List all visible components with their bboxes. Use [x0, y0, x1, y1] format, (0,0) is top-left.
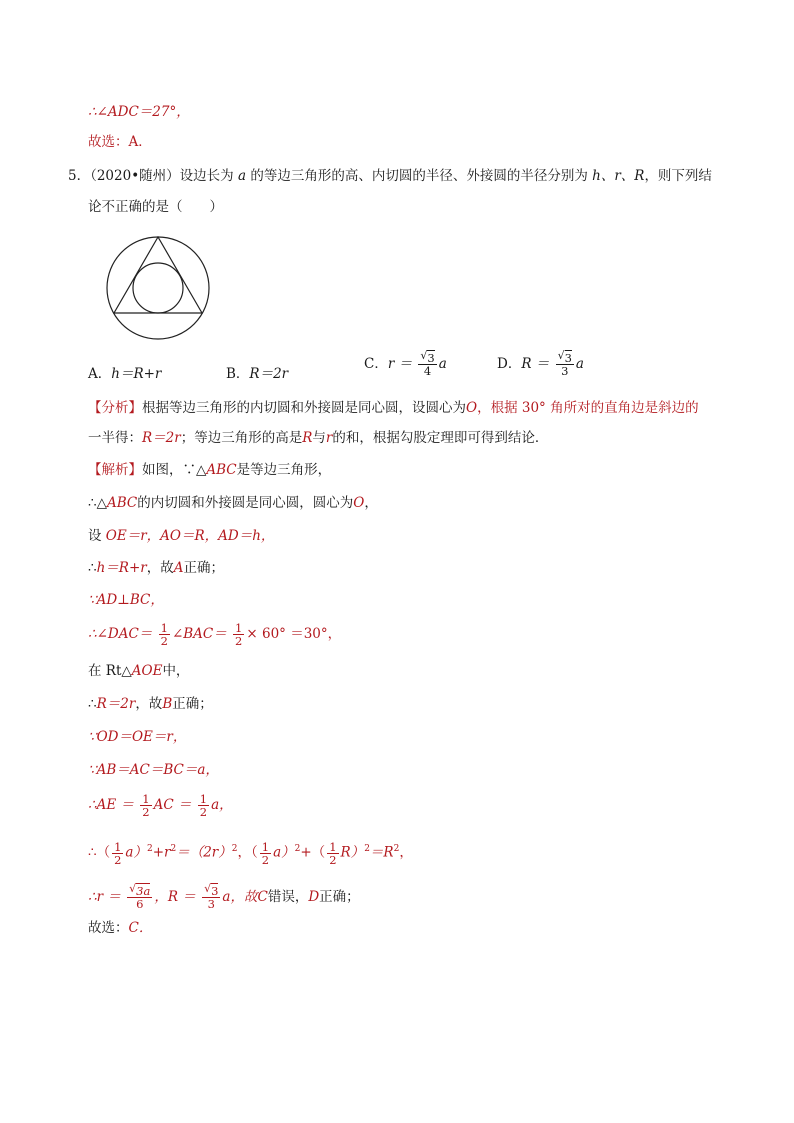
- option-c-fraction: [418, 352, 436, 377]
- s12-sup2: 2: [170, 844, 177, 854]
- s12-sup4: 2: [294, 844, 301, 854]
- s13-den: 6: [136, 897, 144, 911]
- s12f: a）: [273, 844, 295, 861]
- s11-n1: 1: [142, 792, 150, 806]
- s14b: C．: [128, 920, 153, 936]
- solution-line-6: [88, 622, 341, 647]
- question-line-2: [88, 197, 223, 217]
- s5: ∵AD⊥BC，: [88, 592, 164, 608]
- analysis-l2d: R: [302, 430, 313, 446]
- option-c-lhs: r ＝: [387, 356, 413, 372]
- s4c: ，故: [146, 560, 174, 576]
- s6-d1: 2: [160, 634, 168, 648]
- s11-d1: 2: [142, 805, 150, 819]
- option-d-var: a: [575, 356, 584, 372]
- solution-line-13: [88, 885, 360, 910]
- question-text-a: 设边长为: [179, 168, 234, 184]
- s12-frac-2: [260, 841, 271, 866]
- solution-line-8: [88, 694, 213, 714]
- prev-answer: [88, 132, 152, 152]
- question-source: （2020•随州）: [90, 168, 180, 184]
- analysis-l1c: ，根据 30° 角所对的直角边是斜边的: [477, 400, 699, 416]
- s6-frac-1: [159, 622, 170, 647]
- option-c-label: C．: [364, 356, 388, 372]
- s3b: OE＝r，AO＝R，AD＝h，: [105, 528, 275, 544]
- s4e: 正确；: [183, 560, 224, 576]
- s11c: a，: [211, 797, 233, 813]
- s6b: ∠BAC＝: [171, 626, 227, 642]
- s3a: 设: [88, 528, 102, 544]
- s13d: C: [257, 889, 268, 905]
- s12h: R）: [340, 844, 365, 861]
- s9: ∵OD＝OE＝r，: [88, 729, 187, 745]
- option-b-text: R＝2r: [249, 366, 289, 382]
- solution-line-5: [88, 590, 164, 610]
- s12b: a）: [125, 844, 147, 861]
- s12e: ，（: [237, 844, 258, 861]
- option-c-var: a: [438, 356, 447, 372]
- analysis-line-1: [88, 398, 699, 418]
- analysis-l2c: ；等边三角形的高是: [180, 430, 303, 446]
- s2d: O: [353, 495, 365, 511]
- option-d-lhs: R ＝: [521, 356, 550, 372]
- s13-frac-1: [127, 885, 152, 910]
- circle-triangle-figure: [95, 236, 225, 341]
- analysis-l1b: O: [466, 400, 478, 416]
- s6-frac-2: [233, 622, 244, 647]
- solution-line-10: [88, 760, 219, 780]
- s12d: ＝（2r）: [176, 844, 232, 861]
- prev-answer-text: 故选：A．: [88, 134, 152, 150]
- option-d-num: 3: [564, 351, 572, 365]
- s8a: ∴: [88, 696, 97, 712]
- s13g: 正确；: [319, 889, 360, 905]
- s12-frac-1: [112, 841, 123, 866]
- s13-frac-2: [202, 885, 220, 910]
- s8e: 正确；: [172, 696, 213, 712]
- solution-line-12: [88, 839, 413, 866]
- s13c: a，故: [222, 889, 258, 905]
- s2a: ∴△: [88, 495, 107, 511]
- s12j: ，: [399, 844, 413, 861]
- s11-frac-2: [198, 793, 209, 818]
- analysis-l2a: 一半得：: [88, 430, 142, 446]
- equilateral-triangle: [114, 237, 202, 313]
- s7b: AOE: [131, 663, 163, 679]
- question-line-1: [68, 166, 712, 186]
- question-text-line2: 论不正确的是（ ）: [88, 199, 223, 215]
- s13f: D: [308, 889, 320, 905]
- question-var-a: a: [237, 168, 247, 184]
- s13b: ，R ＝: [154, 889, 196, 905]
- s12-d1: 2: [114, 852, 122, 867]
- s12-n3: 1: [329, 839, 337, 854]
- option-a: [88, 362, 161, 382]
- s7c: 中，: [162, 663, 190, 679]
- s10: ∵AB＝AC＝BC＝a，: [88, 762, 219, 778]
- s12-sup5: 2: [364, 844, 370, 854]
- s11b: AC ＝: [153, 797, 192, 813]
- s12-sup6: 2: [393, 844, 400, 854]
- solution-line-3: [88, 526, 274, 546]
- s11-d2: 2: [199, 805, 208, 819]
- s4b: h＝R+r: [96, 560, 147, 576]
- analysis-tag: 【分析】: [88, 400, 142, 416]
- solution-tag: 【解析】: [88, 462, 142, 478]
- option-c: [364, 352, 447, 377]
- s12g: +（: [300, 844, 326, 861]
- question-text-b: 的等边三角形的高、内切圆的半径、外接圆的半径分别为: [250, 168, 588, 184]
- prev-conclusion: [88, 102, 190, 122]
- s4a: ∴: [88, 560, 97, 576]
- solution-line-7: [88, 661, 189, 681]
- s2b: ABC: [106, 495, 138, 511]
- s1b: ABC: [206, 462, 237, 478]
- s11-n2: 1: [199, 792, 208, 806]
- option-d: [497, 352, 584, 377]
- s12-frac-3: [327, 841, 338, 866]
- analysis-l2g: 的和，根据勾股定理即可得到结论．: [332, 430, 549, 446]
- solution-line-2: [88, 493, 378, 513]
- s11-frac-1: [140, 793, 151, 818]
- option-d-fraction: [556, 352, 574, 377]
- solution-line-9: [88, 727, 186, 747]
- s13-num: 3a: [136, 884, 151, 898]
- inscribed-circle: [133, 263, 183, 313]
- option-a-label: A．: [88, 366, 112, 382]
- s12-n2: 1: [261, 839, 270, 854]
- s13-num2: 3: [211, 884, 219, 898]
- s6a: ∴∠DAC＝: [88, 626, 153, 642]
- s12-sup3: 2: [231, 844, 238, 854]
- s13-den2: 3: [207, 897, 215, 911]
- question-vars: h、r、R: [592, 168, 645, 184]
- analysis-l2b: R＝2r: [142, 430, 181, 446]
- s6-n1: 1: [160, 621, 168, 635]
- option-b-label: B．: [226, 366, 250, 382]
- circumscribed-circle: [107, 237, 209, 339]
- s12c: +r: [152, 844, 171, 861]
- s6c: × 60° ＝30°，: [246, 626, 342, 642]
- solution-line-11: [88, 793, 233, 818]
- question-text-c: ，则下列结: [644, 168, 712, 184]
- analysis-l2e: 与: [312, 430, 326, 446]
- option-c-num: 3: [427, 351, 435, 365]
- s8b: R＝2r: [96, 696, 136, 712]
- analysis-line-2: [88, 428, 548, 448]
- s11a: ∴AE ＝: [88, 797, 134, 813]
- s2e: ，: [364, 495, 378, 511]
- s13a: ∴r ＝: [88, 889, 121, 905]
- s4d: A: [173, 560, 184, 576]
- s2c: 的内切圆和外接圆是同心圆，圆心为: [137, 495, 354, 511]
- question-number: 5．: [68, 168, 91, 184]
- s8c: ，故: [135, 696, 163, 712]
- s12-sup1: 2: [146, 844, 153, 854]
- solution-line-4: [88, 558, 224, 578]
- analysis-l1a: 根据等边三角形的内切圆和外接圆是同心圆，设圆心为: [142, 400, 466, 416]
- s1a: 如图，∵△: [142, 462, 207, 478]
- option-d-label: D．: [497, 356, 522, 372]
- s8d: B: [162, 696, 173, 712]
- option-d-den: 3: [561, 364, 569, 378]
- solution-line-14: [88, 918, 152, 938]
- s7a: 在 Rt△: [88, 663, 132, 679]
- option-a-text: h＝R+r: [111, 366, 162, 382]
- s12-n1: 1: [114, 839, 122, 854]
- s12-d2: 2: [261, 852, 270, 867]
- s6-d2: 2: [235, 634, 243, 648]
- prev-conclusion-text: ∴∠ADC＝27°，: [88, 104, 190, 120]
- s6-n2: 1: [235, 621, 243, 635]
- option-b: [226, 362, 288, 382]
- s12i: ＝R: [369, 844, 394, 861]
- s13e: 错误，: [267, 889, 309, 905]
- s14a: 故选：: [88, 920, 129, 936]
- solution-line-1: [88, 460, 331, 480]
- analysis-l2f: r: [325, 430, 333, 446]
- s1c: 是等边三角形，: [236, 462, 332, 478]
- s12-d3: 2: [329, 852, 337, 867]
- s12a: ∴（: [88, 844, 111, 861]
- option-c-den: 4: [423, 364, 432, 378]
